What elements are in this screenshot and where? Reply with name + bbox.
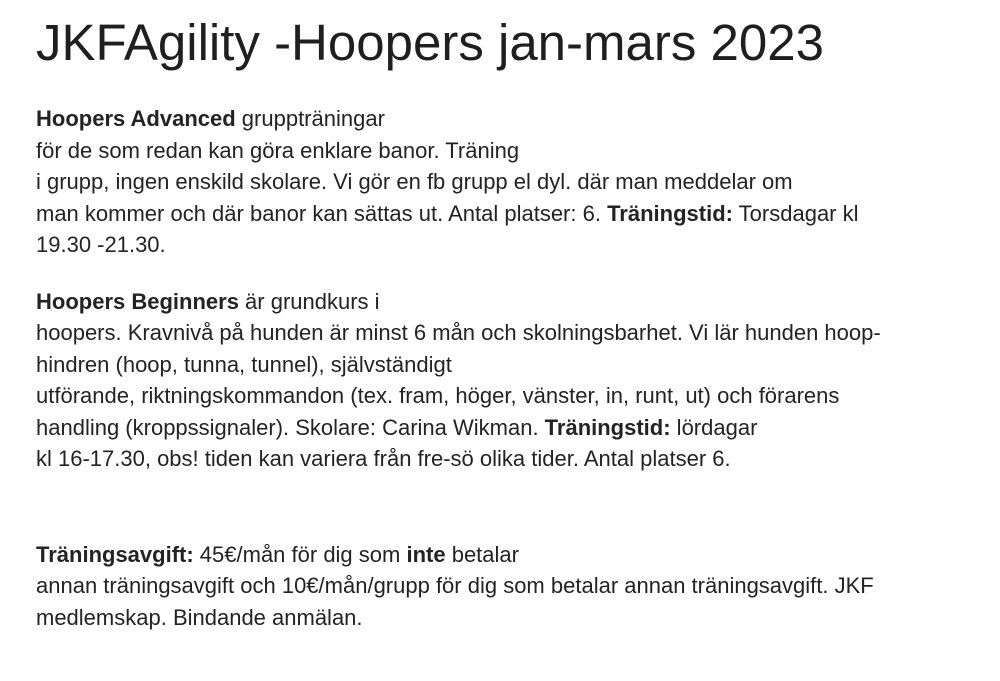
page-title: JKFAgility -Hoopers jan-mars 2023: [36, 14, 824, 71]
paragraph-hoopers-beginners: [36, 286, 960, 475]
paragraph-hoopers-advanced: [36, 103, 960, 261]
text-run: kl 16-17.30, obs! tiden kan variera från fre-sö olika tider. Antal platser 6.: [36, 446, 731, 471]
text-run: betalar: [445, 541, 519, 567]
blank-paragraph-spacer: [36, 500, 960, 539]
text-run: 45€/mån för dig som: [193, 541, 407, 567]
text-run: annan träningsavgift och 10€/mån/grupp för dig som betalar annan träningsavgift. JKF: [36, 573, 874, 598]
text-run: handling (kroppssignaler). Skolare: Carina Wikman.: [36, 414, 545, 440]
text-run: utförande, riktningskommandon (tex. fram, höger, vänster, in, runt, ut) och förarens: [36, 383, 840, 408]
text-run: är grundkurs i: [238, 288, 380, 314]
bold-text-run: Hoopers Beginners: [36, 288, 239, 314]
text-run: i grupp, ingen enskild skolare. Vi gör en fb grupp el dyl. där man meddelar om: [36, 169, 793, 194]
text-run: medlemskap. Bindande anmälan.: [36, 604, 363, 630]
text-run: gruppträningar: [235, 106, 385, 131]
bold-text-run: inte: [406, 541, 446, 567]
text-run: man kommer och där banor kan sättas ut. Antal platser: 6.: [36, 200, 608, 226]
bold-text-run: Träningstid:: [607, 200, 733, 226]
bold-text-run: Hoopers Advanced: [36, 106, 236, 131]
paragraph-traningsavgift: [36, 539, 960, 634]
text-run: Torsdagar kl: [732, 200, 859, 226]
text-run: för de som redan kan göra enklare banor. Träning: [36, 137, 520, 163]
text-run: 19.30 -21.30.: [36, 232, 166, 257]
text-run: hindren (hoop, tunna, tunnel), självständigt: [36, 351, 452, 377]
text-run: lördagar: [670, 414, 758, 440]
bold-text-run: Träningsavgift:: [36, 541, 194, 567]
bold-text-run: Träningstid:: [544, 414, 671, 440]
text-run: hoopers. Kravnivå på hunden är minst 6 mån och skolningsbarhet. Vi lär hunden hoop-: [36, 320, 881, 345]
